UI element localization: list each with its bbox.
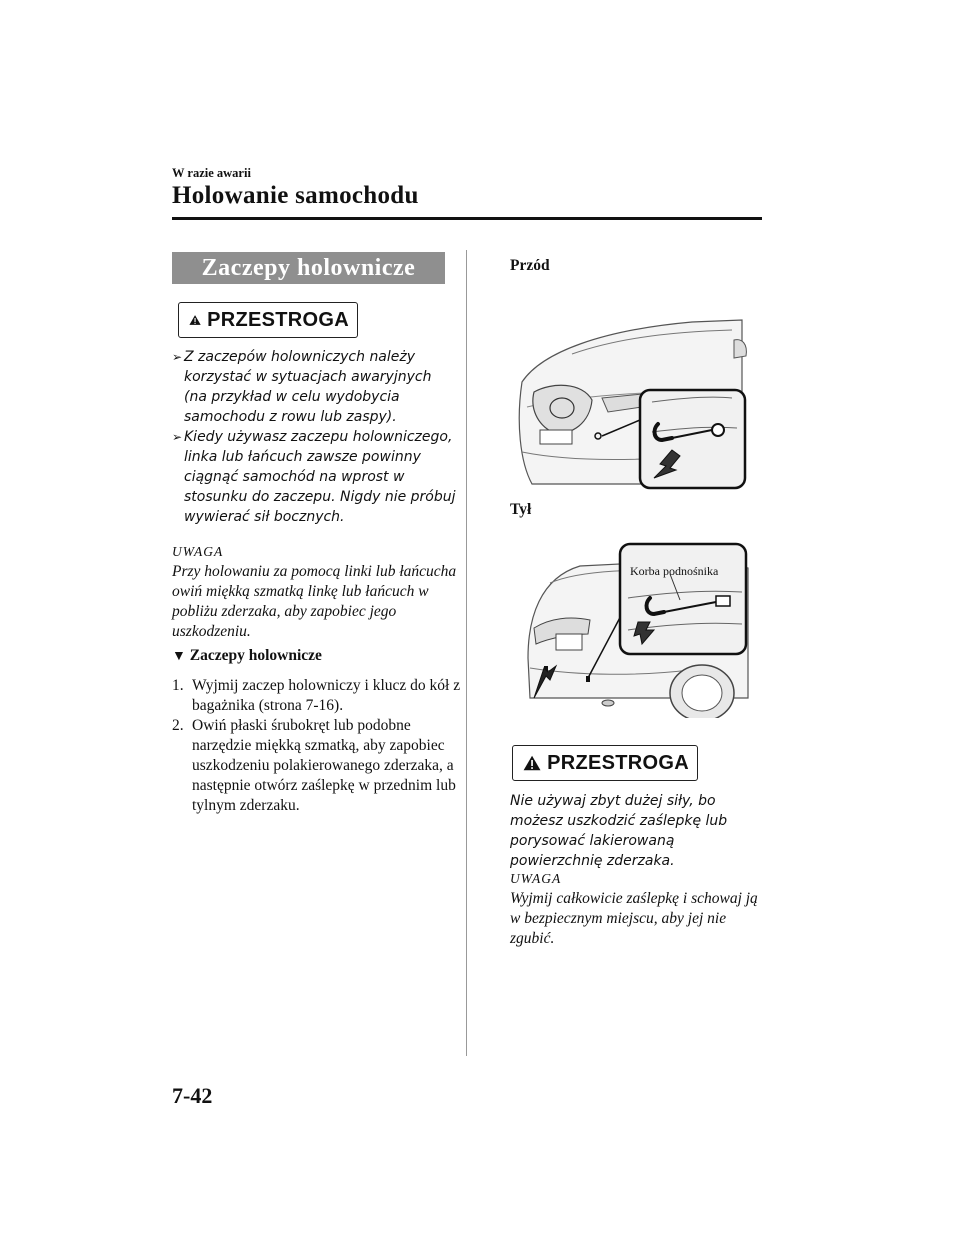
caution-2-text: Nie używaj zbyt dużej siły, bo możesz uszkodzić zaślepkę lub porysować lakierowaną powierzchnię zderzaka. [510, 793, 728, 869]
note-1 [172, 542, 462, 642]
note-label: UWAGA [510, 871, 562, 886]
note-2 [510, 869, 760, 949]
breadcrumb: W razie awarii [172, 166, 251, 180]
jack-crank-label: Korba podnośnika [630, 564, 719, 578]
chapter-title: Holowanie samochodu [172, 182, 419, 209]
steps-list [172, 676, 462, 816]
step-item [172, 676, 462, 716]
step-number: 2. [172, 717, 184, 734]
caution-item-text: Kiedy używasz zaczepu holowniczego, linka lub łańcuch zawsze powinny ciągnąć samochód na wprost w stosunku do zaczepu. Nigdy nie próbuj wywierać sił bocznych. [184, 429, 456, 525]
caution-item [172, 347, 457, 427]
warning-triangle-icon [189, 307, 201, 333]
front-label: Przód [510, 257, 550, 274]
warning-triangle-icon [523, 750, 541, 776]
page-number: 7-42 [172, 1083, 213, 1108]
caution-label: PRZESTROGA [547, 751, 689, 774]
down-triangle-icon: ▼ [172, 649, 186, 664]
note-text: Wyjmij całkowicie zaślepkę i schowaj ją w bezpiecznym miejscu, aby jej nie zgubić. [510, 890, 758, 947]
note-text: Przy holowaniu za pomocą linki lub łańcucha owiń miękką szmatką linkę lub łańcuch w pobliżu zderzaka, aby zapobiec jego uszkodzeniu. [172, 563, 457, 640]
step-item [172, 716, 462, 816]
subsection-title: Zaczepy holownicze [189, 647, 322, 664]
step-text: Owiń płaski śrubokręt lub podobne narzędzie miękką szmatką, aby zapobiec uszkodzeniu polakierowanego zderzaka, a następnie otwórz zaślepkę w przednim lub tylnym zderzaku. [192, 717, 456, 814]
caution-label: PRZESTROGA [207, 308, 349, 331]
step-text: Wyjmij zaczep holowniczy i klucz do kół z bagażnika (strona 7-16). [192, 677, 461, 714]
subsection-heading [172, 646, 322, 667]
arrow-bullet-icon: ➢ [172, 430, 183, 444]
caution-1-list [172, 347, 457, 527]
caution-item-text: Z zaczepów holowniczych należy korzystać w sytuacjach awaryjnych (na przykład w celu wydobycia samochodu z rowu lub zaspy). [184, 349, 432, 425]
arrow-bullet-icon: ➢ [172, 350, 183, 364]
step-number: 1. [172, 677, 184, 694]
section-title: Zaczepy holownicze [172, 252, 445, 284]
note-label: UWAGA [172, 544, 224, 559]
front-car-illustration [512, 312, 748, 492]
caution-item [172, 427, 457, 527]
caution-box-2 [512, 745, 698, 781]
column-divider [466, 250, 467, 1056]
header-rule [172, 217, 762, 220]
rear-label: Tył [510, 501, 532, 518]
caution-box-1 [178, 302, 358, 338]
